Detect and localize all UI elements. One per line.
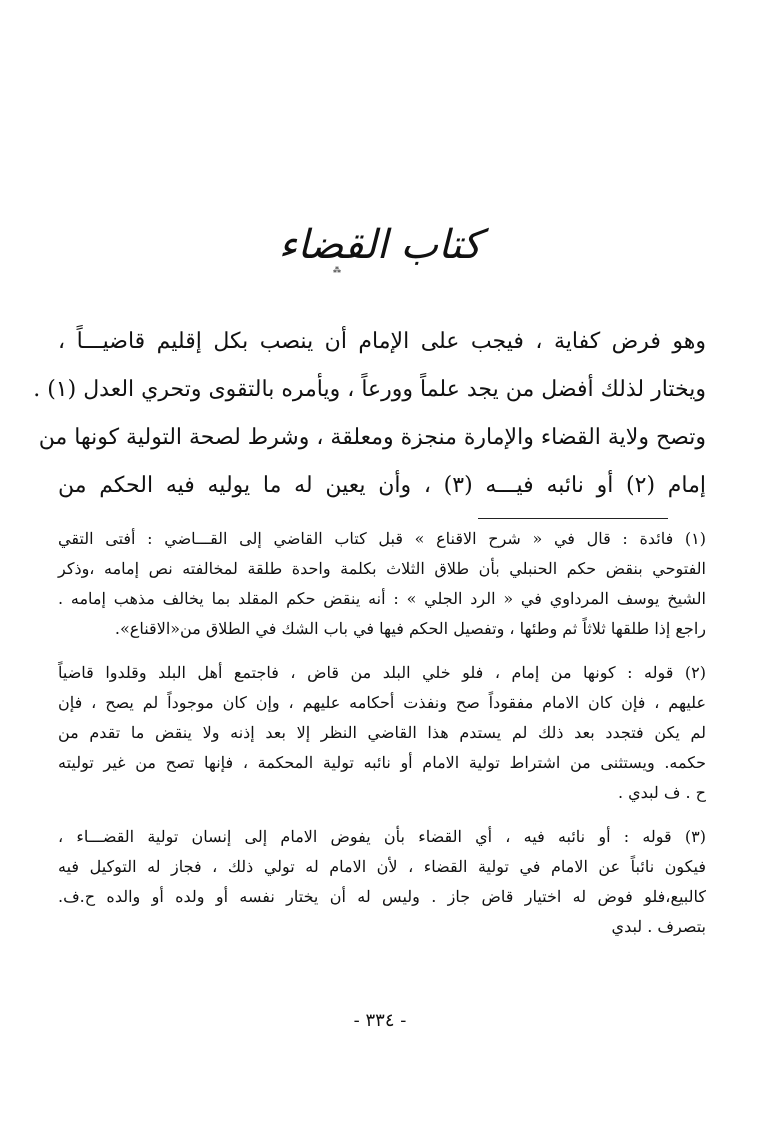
title-ornament-icon: ⁂ <box>333 266 341 275</box>
footnote-line: راجع إذا طلقها ثلاثاً ثم وطئها ، وتفصيل الحكم فيها في باب الشك في الطلاق من«الاقناع». <box>114 619 706 638</box>
footnote-line: كالبيع،فلو فوض له اختيار قاض جاز . وليس له أن يختار نفسه أو ولده أو والده ح.ف. <box>58 887 706 906</box>
footnote-separator <box>478 518 668 519</box>
footnote-line: (٢) قوله : كونها من إمام ، فلو خلي البلد من قاض ، فاجتمع أهل البلد وقلدوا قاضياً <box>58 663 706 682</box>
footnote-line: (١) فائدة : قال في « شرح الاقناع » قبل كتاب القاضي إلى القـــاضي : أفتى التقي <box>58 529 706 548</box>
footnote-line: الفتوحي بنقض حكم الحنبلي بأن طلاق الثلاث بكلمة واحدة طلقة لمخالفته نص إمامه ،وذكر <box>58 559 706 578</box>
main-text-line: إمام (٢) أو نائبه فيـــه (٣) ، وأن يعين له ما يوليه فيه الحكم من <box>58 473 706 498</box>
footnote-line: بتصرف . لبدي <box>611 917 706 936</box>
footnote-line: ح . ف لبدي . <box>617 783 706 802</box>
main-text <box>33 318 706 510</box>
footnote-line: عليهم ، فإن كان الامام مفقوداً صح ونفذت أحكامه عليهم ، وإن كان موجوداً لم يصح ، فإن <box>58 693 706 712</box>
footnote-line: (٣) قوله : أو نائبه فيه ، أي القضاء بأن يفوض الامام إلى إنسان تولية القضـــاء ، <box>58 827 706 846</box>
chapter-title: كتاب القضاء <box>278 222 482 268</box>
footnotes <box>58 524 706 942</box>
footnote-line: فيكون نائباً عن الامام في تولية القضاء ، لأن الامام له تولي ذلك ، فجاز له التوكيل فيه <box>58 857 706 876</box>
main-text-line: ويختار لذلك أفضل من يجد علماً وورعاً ، ويأمره بالتقوى وتحري العدل (١) . <box>33 377 706 402</box>
page-number: - ٣٣٤ - <box>353 1010 407 1031</box>
main-text-line: وتصح ولاية القضاء والإمارة منجزة ومعلقة ، وشرط لصحة التولية كونها من <box>38 425 706 450</box>
footnote-1 <box>58 524 706 644</box>
main-text-line: وهو فرض كفاية ، فيجب على الإمام أن ينصب بكل إقليم قاضيـــاً ، <box>58 329 706 354</box>
footnote-3 <box>58 822 706 942</box>
footnote-line: لم يكن فتجدد بعد ذلك لم يستدم هذا القاضي النظر إلا بعد إذنه ولا ينقض ما تقدم من <box>58 723 706 742</box>
footnote-line: الشيخ يوسف المرداوي في « الرد الجلي » : أنه ينقض حكم المقلد بما يخالف مذهب إمامه . <box>58 589 706 608</box>
footnote-line: حكمه. ويستثنى من اشتراط تولية الامام أو نائبه تولية المحكمة ، فإنها تصح من غير توليته <box>58 753 706 772</box>
footnote-2 <box>58 658 706 808</box>
